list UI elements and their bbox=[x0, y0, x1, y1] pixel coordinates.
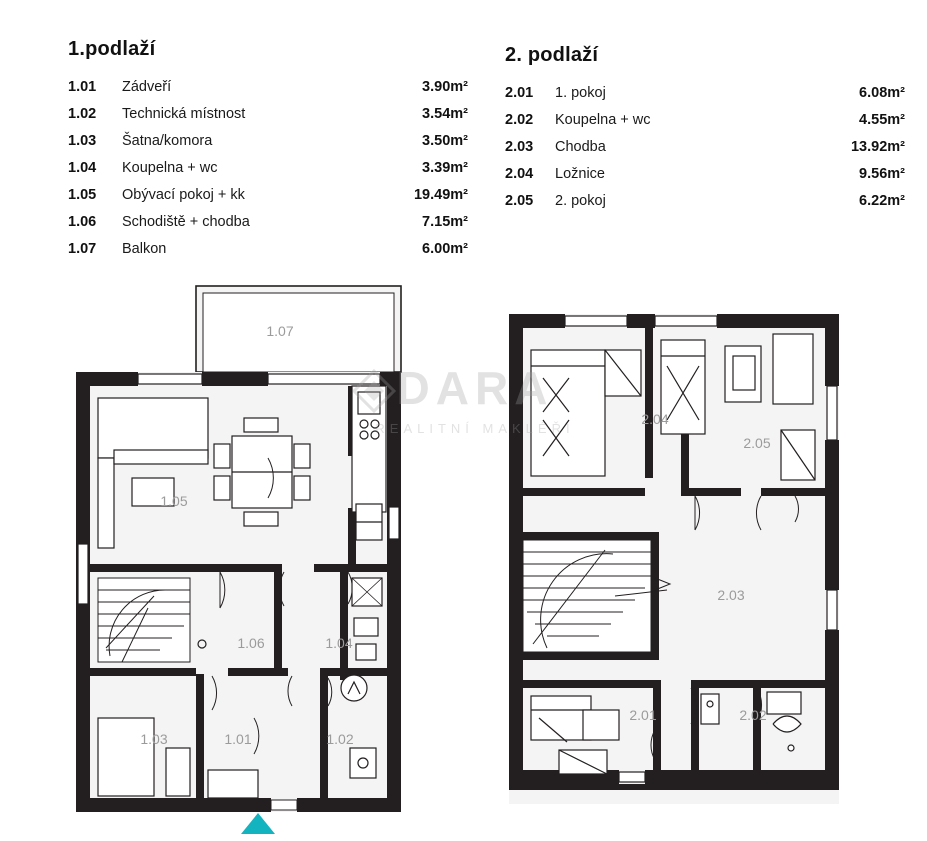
plan-label-2-05: 2.05 bbox=[743, 435, 771, 451]
room-code: 2.04 bbox=[505, 166, 534, 182]
room-area: 4.55m² bbox=[859, 112, 905, 128]
room-area: 3.54m² bbox=[422, 106, 468, 122]
room-area: 13.92m² bbox=[850, 139, 905, 155]
plan-label-1-01: 1.01 bbox=[224, 731, 252, 747]
legend-floor-1-title: 1.podlaží bbox=[68, 38, 156, 60]
plan-label-2-04: 2.04 bbox=[641, 411, 669, 427]
room-code: 1.07 bbox=[68, 241, 97, 257]
legend-row bbox=[68, 241, 468, 268]
room-name: Balkon bbox=[122, 241, 167, 257]
legend-row bbox=[68, 187, 468, 214]
room-code: 2.02 bbox=[505, 112, 534, 128]
plan-label-1-06: 1.06 bbox=[237, 635, 265, 651]
legend-row bbox=[68, 106, 468, 133]
legend-floor-2-title: 2. podlaží bbox=[505, 44, 599, 66]
legend-row bbox=[68, 214, 468, 241]
room-area: 19.49m² bbox=[413, 187, 468, 203]
watermark-subtitle: REALITNÍ MAKLÉŘI bbox=[375, 421, 575, 436]
room-code: 1.01 bbox=[68, 79, 97, 95]
room-area: 6.22m² bbox=[859, 193, 905, 209]
room-code: 1.06 bbox=[68, 214, 97, 230]
room-name: Šatna/komora bbox=[122, 133, 213, 149]
room-name: Obývací pokoj + kk bbox=[122, 187, 245, 203]
room-name: Technická místnost bbox=[122, 106, 246, 122]
plan-label-1-04: 1.04 bbox=[325, 635, 353, 651]
legend-row bbox=[505, 85, 905, 112]
room-area: 3.39m² bbox=[422, 160, 468, 176]
room-area: 6.00m² bbox=[422, 241, 468, 257]
entry-marker-icon bbox=[240, 812, 276, 841]
legend-row bbox=[68, 160, 468, 187]
room-name: Chodba bbox=[555, 139, 606, 155]
room-name: Koupelna + wc bbox=[122, 160, 218, 176]
room-area: 6.08m² bbox=[859, 85, 905, 101]
room-code: 1.05 bbox=[68, 187, 97, 203]
watermark-title: DARA bbox=[396, 362, 554, 414]
room-code: 2.03 bbox=[505, 139, 534, 155]
plan-label-1-02: 1.02 bbox=[326, 731, 354, 747]
room-code: 2.05 bbox=[505, 193, 534, 209]
legend-row bbox=[505, 193, 905, 220]
room-area: 9.56m² bbox=[859, 166, 905, 182]
legend-floor-1 bbox=[68, 38, 468, 268]
legend-row bbox=[505, 112, 905, 139]
legend-floor-2 bbox=[505, 44, 905, 220]
room-code: 1.03 bbox=[68, 133, 97, 149]
legend-row bbox=[68, 79, 468, 106]
room-name: 2. pokoj bbox=[555, 193, 606, 209]
plan-label-1-03: 1.03 bbox=[140, 731, 168, 747]
plan-label-2-01: 2.01 bbox=[629, 707, 657, 723]
legend-row bbox=[505, 139, 905, 166]
legend-row bbox=[68, 133, 468, 160]
plan-label-1-07: 1.07 bbox=[266, 323, 294, 339]
room-code: 2.01 bbox=[505, 85, 534, 101]
room-code: 1.02 bbox=[68, 106, 97, 122]
room-name: Zádveří bbox=[122, 79, 172, 95]
plan-label-2-02: 2.02 bbox=[739, 707, 767, 723]
floorplan-floor-2 bbox=[495, 300, 855, 820]
floorplan-floor-1 bbox=[62, 278, 432, 823]
plan-label-1-05: 1.05 bbox=[160, 493, 188, 509]
room-name: Ložnice bbox=[555, 166, 605, 182]
room-name: Schodiště + chodba bbox=[122, 214, 250, 230]
room-code: 1.04 bbox=[68, 160, 97, 176]
legend-row bbox=[505, 166, 905, 193]
plan-label-2-03: 2.03 bbox=[717, 587, 745, 603]
room-name: Koupelna + wc bbox=[555, 112, 651, 128]
room-area: 7.15m² bbox=[422, 214, 468, 230]
room-area: 3.90m² bbox=[422, 79, 468, 95]
room-area: 3.50m² bbox=[422, 133, 468, 149]
room-name: 1. pokoj bbox=[555, 85, 606, 101]
